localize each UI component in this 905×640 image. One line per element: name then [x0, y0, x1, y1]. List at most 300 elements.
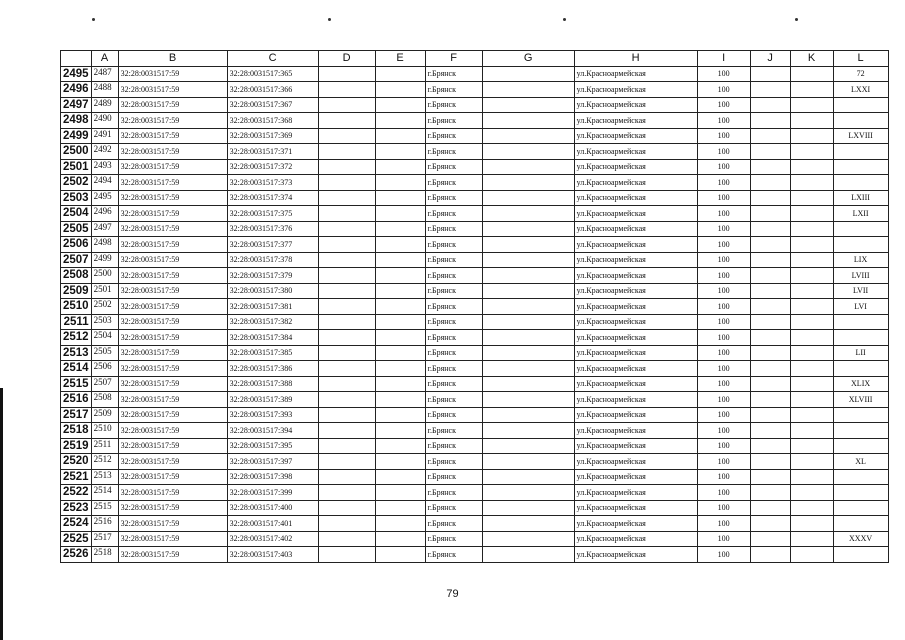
- cell-b[interactable]: 32:28:0031517:59: [118, 438, 227, 454]
- cell-h[interactable]: ул.Красноармейская: [574, 547, 697, 563]
- cell-a[interactable]: 2507: [91, 376, 118, 392]
- cell-e[interactable]: [375, 159, 425, 175]
- cell-g[interactable]: [482, 438, 574, 454]
- cell-h[interactable]: ул.Красноармейская: [574, 159, 697, 175]
- cell-a[interactable]: 2490: [91, 113, 118, 129]
- cell-j[interactable]: [750, 345, 790, 361]
- row-number-cell[interactable]: 2513: [61, 345, 92, 361]
- cell-j[interactable]: [750, 128, 790, 144]
- cell-a[interactable]: 2511: [91, 438, 118, 454]
- cell-f[interactable]: г.Брянск: [425, 345, 482, 361]
- cell-c[interactable]: 32:28:0031517:374: [227, 190, 318, 206]
- cell-l[interactable]: [833, 438, 888, 454]
- cell-k[interactable]: [790, 268, 833, 284]
- cell-c[interactable]: 32:28:0031517:367: [227, 97, 318, 113]
- cell-b[interactable]: 32:28:0031517:59: [118, 113, 227, 129]
- cell-e[interactable]: [375, 376, 425, 392]
- cell-g[interactable]: [482, 361, 574, 377]
- cell-e[interactable]: [375, 469, 425, 485]
- cell-l[interactable]: [833, 159, 888, 175]
- cell-b[interactable]: 32:28:0031517:59: [118, 97, 227, 113]
- cell-i[interactable]: 100: [697, 82, 750, 98]
- row-number-cell[interactable]: 2515: [61, 376, 92, 392]
- row-number-cell[interactable]: 2504: [61, 206, 92, 222]
- cell-e[interactable]: [375, 361, 425, 377]
- cell-j[interactable]: [750, 159, 790, 175]
- cell-i[interactable]: 100: [697, 314, 750, 330]
- cell-j[interactable]: [750, 190, 790, 206]
- cell-d[interactable]: [318, 392, 375, 408]
- cell-l[interactable]: [833, 407, 888, 423]
- cell-h[interactable]: ул.Красноармейская: [574, 423, 697, 439]
- row-number-cell[interactable]: 2523: [61, 500, 92, 516]
- cell-k[interactable]: [790, 345, 833, 361]
- cell-e[interactable]: [375, 407, 425, 423]
- cell-a[interactable]: 2492: [91, 144, 118, 160]
- cell-b[interactable]: 32:28:0031517:59: [118, 190, 227, 206]
- cell-a[interactable]: 2509: [91, 407, 118, 423]
- row-number-cell[interactable]: 2520: [61, 454, 92, 470]
- cell-l[interactable]: XL: [833, 454, 888, 470]
- cell-i[interactable]: 100: [697, 237, 750, 253]
- cell-j[interactable]: [750, 299, 790, 315]
- cell-d[interactable]: [318, 314, 375, 330]
- cell-a[interactable]: 2508: [91, 392, 118, 408]
- cell-i[interactable]: 100: [697, 407, 750, 423]
- cell-k[interactable]: [790, 392, 833, 408]
- cell-k[interactable]: [790, 423, 833, 439]
- cell-c[interactable]: 32:28:0031517:369: [227, 128, 318, 144]
- cell-e[interactable]: [375, 516, 425, 532]
- row-number-cell[interactable]: 2501: [61, 159, 92, 175]
- cell-d[interactable]: [318, 299, 375, 315]
- cell-c[interactable]: 32:28:0031517:402: [227, 531, 318, 547]
- cell-e[interactable]: [375, 500, 425, 516]
- cell-h[interactable]: ул.Красноармейская: [574, 144, 697, 160]
- cell-f[interactable]: г.Брянск: [425, 438, 482, 454]
- cell-e[interactable]: [375, 531, 425, 547]
- row-number-cell[interactable]: 2510: [61, 299, 92, 315]
- cell-a[interactable]: 2489: [91, 97, 118, 113]
- cell-c[interactable]: 32:28:0031517:376: [227, 221, 318, 237]
- cell-g[interactable]: [482, 144, 574, 160]
- cell-c[interactable]: 32:28:0031517:365: [227, 66, 318, 82]
- cell-k[interactable]: [790, 438, 833, 454]
- cell-k[interactable]: [790, 144, 833, 160]
- cell-c[interactable]: 32:28:0031517:388: [227, 376, 318, 392]
- cell-k[interactable]: [790, 299, 833, 315]
- cell-h[interactable]: ул.Красноармейская: [574, 268, 697, 284]
- cell-f[interactable]: г.Брянск: [425, 531, 482, 547]
- cell-e[interactable]: [375, 66, 425, 82]
- cell-d[interactable]: [318, 500, 375, 516]
- cell-i[interactable]: 100: [697, 392, 750, 408]
- cell-b[interactable]: 32:28:0031517:59: [118, 268, 227, 284]
- cell-k[interactable]: [790, 221, 833, 237]
- cell-l[interactable]: 72: [833, 66, 888, 82]
- cell-h[interactable]: ул.Красноармейская: [574, 237, 697, 253]
- cell-c[interactable]: 32:28:0031517:385: [227, 345, 318, 361]
- cell-a[interactable]: 2504: [91, 330, 118, 346]
- cell-k[interactable]: [790, 454, 833, 470]
- cell-l[interactable]: [833, 113, 888, 129]
- cell-k[interactable]: [790, 97, 833, 113]
- cell-f[interactable]: г.Брянск: [425, 268, 482, 284]
- cell-i[interactable]: 100: [697, 159, 750, 175]
- cell-k[interactable]: [790, 469, 833, 485]
- cell-c[interactable]: 32:28:0031517:389: [227, 392, 318, 408]
- cell-k[interactable]: [790, 376, 833, 392]
- cell-j[interactable]: [750, 221, 790, 237]
- cell-c[interactable]: 32:28:0031517:377: [227, 237, 318, 253]
- cell-d[interactable]: [318, 547, 375, 563]
- row-number-cell[interactable]: 2525: [61, 531, 92, 547]
- cell-g[interactable]: [482, 330, 574, 346]
- cell-b[interactable]: 32:28:0031517:59: [118, 392, 227, 408]
- cell-h[interactable]: ул.Красноармейская: [574, 97, 697, 113]
- cell-b[interactable]: 32:28:0031517:59: [118, 500, 227, 516]
- cell-f[interactable]: г.Брянск: [425, 283, 482, 299]
- cell-d[interactable]: [318, 454, 375, 470]
- cell-d[interactable]: [318, 361, 375, 377]
- row-number-cell[interactable]: 2497: [61, 97, 92, 113]
- cell-c[interactable]: 32:28:0031517:403: [227, 547, 318, 563]
- cell-a[interactable]: 2495: [91, 190, 118, 206]
- cell-e[interactable]: [375, 547, 425, 563]
- cell-d[interactable]: [318, 531, 375, 547]
- cell-l[interactable]: XLIX: [833, 376, 888, 392]
- cell-l[interactable]: [833, 361, 888, 377]
- cell-l[interactable]: LVIII: [833, 268, 888, 284]
- cell-f[interactable]: г.Брянск: [425, 392, 482, 408]
- cell-a[interactable]: 2499: [91, 252, 118, 268]
- cell-k[interactable]: [790, 66, 833, 82]
- cell-i[interactable]: 100: [697, 485, 750, 501]
- cell-i[interactable]: 100: [697, 206, 750, 222]
- cell-h[interactable]: ул.Красноармейская: [574, 500, 697, 516]
- cell-l[interactable]: [833, 516, 888, 532]
- cell-c[interactable]: 32:28:0031517:379: [227, 268, 318, 284]
- cell-l[interactable]: [833, 97, 888, 113]
- cell-h[interactable]: ул.Красноармейская: [574, 283, 697, 299]
- cell-g[interactable]: [482, 314, 574, 330]
- cell-b[interactable]: 32:28:0031517:59: [118, 299, 227, 315]
- cell-h[interactable]: ул.Красноармейская: [574, 190, 697, 206]
- row-number-cell[interactable]: 2516: [61, 392, 92, 408]
- cell-c[interactable]: 32:28:0031517:375: [227, 206, 318, 222]
- cell-a[interactable]: 2518: [91, 547, 118, 563]
- cell-k[interactable]: [790, 500, 833, 516]
- cell-c[interactable]: 32:28:0031517:397: [227, 454, 318, 470]
- cell-d[interactable]: [318, 113, 375, 129]
- cell-h[interactable]: ул.Красноармейская: [574, 221, 697, 237]
- cell-g[interactable]: [482, 407, 574, 423]
- cell-b[interactable]: 32:28:0031517:59: [118, 345, 227, 361]
- cell-d[interactable]: [318, 144, 375, 160]
- cell-a[interactable]: 2510: [91, 423, 118, 439]
- cell-g[interactable]: [482, 283, 574, 299]
- cell-d[interactable]: [318, 221, 375, 237]
- cell-l[interactable]: [833, 175, 888, 191]
- cell-g[interactable]: [482, 516, 574, 532]
- cell-k[interactable]: [790, 314, 833, 330]
- cell-j[interactable]: [750, 206, 790, 222]
- cell-b[interactable]: 32:28:0031517:59: [118, 423, 227, 439]
- row-number-cell[interactable]: 2511: [61, 314, 92, 330]
- cell-e[interactable]: [375, 299, 425, 315]
- cell-i[interactable]: 100: [697, 97, 750, 113]
- cell-h[interactable]: ул.Красноармейская: [574, 407, 697, 423]
- cell-k[interactable]: [790, 516, 833, 532]
- cell-d[interactable]: [318, 469, 375, 485]
- cell-j[interactable]: [750, 144, 790, 160]
- cell-c[interactable]: 32:28:0031517:384: [227, 330, 318, 346]
- cell-i[interactable]: 100: [697, 268, 750, 284]
- cell-g[interactable]: [482, 500, 574, 516]
- cell-d[interactable]: [318, 516, 375, 532]
- cell-b[interactable]: 32:28:0031517:59: [118, 221, 227, 237]
- cell-h[interactable]: ул.Красноармейская: [574, 206, 697, 222]
- cell-h[interactable]: ул.Красноармейская: [574, 392, 697, 408]
- cell-g[interactable]: [482, 345, 574, 361]
- cell-c[interactable]: 32:28:0031517:371: [227, 144, 318, 160]
- cell-a[interactable]: 2497: [91, 221, 118, 237]
- cell-d[interactable]: [318, 330, 375, 346]
- cell-i[interactable]: 100: [697, 423, 750, 439]
- cell-l[interactable]: [833, 221, 888, 237]
- cell-d[interactable]: [318, 438, 375, 454]
- cell-f[interactable]: г.Брянск: [425, 206, 482, 222]
- cell-i[interactable]: 100: [697, 175, 750, 191]
- cell-h[interactable]: ул.Красноармейская: [574, 82, 697, 98]
- cell-d[interactable]: [318, 407, 375, 423]
- cell-a[interactable]: 2502: [91, 299, 118, 315]
- cell-k[interactable]: [790, 252, 833, 268]
- cell-d[interactable]: [318, 159, 375, 175]
- cell-i[interactable]: 100: [697, 66, 750, 82]
- row-number-cell[interactable]: 2502: [61, 175, 92, 191]
- cell-g[interactable]: [482, 376, 574, 392]
- cell-k[interactable]: [790, 547, 833, 563]
- cell-g[interactable]: [482, 454, 574, 470]
- cell-d[interactable]: [318, 206, 375, 222]
- cell-k[interactable]: [790, 159, 833, 175]
- cell-d[interactable]: [318, 175, 375, 191]
- cell-l[interactable]: LXVIII: [833, 128, 888, 144]
- cell-d[interactable]: [318, 283, 375, 299]
- cell-g[interactable]: [482, 237, 574, 253]
- cell-d[interactable]: [318, 345, 375, 361]
- cell-l[interactable]: LIX: [833, 252, 888, 268]
- cell-c[interactable]: 32:28:0031517:386: [227, 361, 318, 377]
- cell-j[interactable]: [750, 500, 790, 516]
- cell-i[interactable]: 100: [697, 547, 750, 563]
- cell-e[interactable]: [375, 283, 425, 299]
- cell-i[interactable]: 100: [697, 113, 750, 129]
- row-number-cell[interactable]: 2506: [61, 237, 92, 253]
- cell-j[interactable]: [750, 82, 790, 98]
- cell-a[interactable]: 2500: [91, 268, 118, 284]
- cell-f[interactable]: г.Брянск: [425, 500, 482, 516]
- cell-f[interactable]: г.Брянск: [425, 66, 482, 82]
- row-number-cell[interactable]: 2499: [61, 128, 92, 144]
- cell-l[interactable]: LII: [833, 345, 888, 361]
- cell-h[interactable]: ул.Красноармейская: [574, 531, 697, 547]
- cell-f[interactable]: г.Брянск: [425, 314, 482, 330]
- cell-c[interactable]: 32:28:0031517:378: [227, 252, 318, 268]
- cell-i[interactable]: 100: [697, 252, 750, 268]
- cell-c[interactable]: 32:28:0031517:380: [227, 283, 318, 299]
- cell-j[interactable]: [750, 175, 790, 191]
- cell-b[interactable]: 32:28:0031517:59: [118, 237, 227, 253]
- row-number-cell[interactable]: 2519: [61, 438, 92, 454]
- cell-h[interactable]: ул.Красноармейская: [574, 330, 697, 346]
- cell-e[interactable]: [375, 206, 425, 222]
- cell-g[interactable]: [482, 82, 574, 98]
- cell-h[interactable]: ул.Красноармейская: [574, 469, 697, 485]
- cell-j[interactable]: [750, 407, 790, 423]
- cell-j[interactable]: [750, 454, 790, 470]
- cell-c[interactable]: 32:28:0031517:394: [227, 423, 318, 439]
- cell-f[interactable]: г.Брянск: [425, 97, 482, 113]
- cell-b[interactable]: 32:28:0031517:59: [118, 252, 227, 268]
- cell-a[interactable]: 2493: [91, 159, 118, 175]
- cell-f[interactable]: г.Брянск: [425, 330, 482, 346]
- cell-e[interactable]: [375, 345, 425, 361]
- cell-j[interactable]: [750, 314, 790, 330]
- cell-l[interactable]: LXXI: [833, 82, 888, 98]
- cell-e[interactable]: [375, 423, 425, 439]
- cell-j[interactable]: [750, 438, 790, 454]
- cell-j[interactable]: [750, 113, 790, 129]
- cell-e[interactable]: [375, 252, 425, 268]
- cell-k[interactable]: [790, 237, 833, 253]
- cell-c[interactable]: 32:28:0031517:366: [227, 82, 318, 98]
- row-number-cell[interactable]: 2517: [61, 407, 92, 423]
- cell-f[interactable]: г.Брянск: [425, 190, 482, 206]
- cell-j[interactable]: [750, 252, 790, 268]
- cell-k[interactable]: [790, 330, 833, 346]
- cell-i[interactable]: 100: [697, 469, 750, 485]
- cell-i[interactable]: 100: [697, 283, 750, 299]
- cell-f[interactable]: г.Брянск: [425, 299, 482, 315]
- cell-k[interactable]: [790, 361, 833, 377]
- row-number-cell[interactable]: 2518: [61, 423, 92, 439]
- cell-h[interactable]: ул.Красноармейская: [574, 438, 697, 454]
- cell-g[interactable]: [482, 190, 574, 206]
- cell-g[interactable]: [482, 159, 574, 175]
- cell-d[interactable]: [318, 82, 375, 98]
- row-number-cell[interactable]: 2512: [61, 330, 92, 346]
- cell-g[interactable]: [482, 547, 574, 563]
- cell-l[interactable]: XLVIII: [833, 392, 888, 408]
- cell-f[interactable]: г.Брянск: [425, 82, 482, 98]
- cell-a[interactable]: 2487: [91, 66, 118, 82]
- cell-k[interactable]: [790, 128, 833, 144]
- cell-d[interactable]: [318, 190, 375, 206]
- cell-k[interactable]: [790, 485, 833, 501]
- cell-d[interactable]: [318, 237, 375, 253]
- row-number-cell[interactable]: 2509: [61, 283, 92, 299]
- cell-e[interactable]: [375, 392, 425, 408]
- cell-e[interactable]: [375, 438, 425, 454]
- cell-l[interactable]: LXIII: [833, 190, 888, 206]
- cell-h[interactable]: ул.Красноармейская: [574, 175, 697, 191]
- row-number-cell[interactable]: 2522: [61, 485, 92, 501]
- cell-b[interactable]: 32:28:0031517:59: [118, 469, 227, 485]
- cell-c[interactable]: 32:28:0031517:400: [227, 500, 318, 516]
- cell-i[interactable]: 100: [697, 531, 750, 547]
- cell-a[interactable]: 2494: [91, 175, 118, 191]
- cell-i[interactable]: 100: [697, 454, 750, 470]
- cell-l[interactable]: [833, 237, 888, 253]
- row-number-cell[interactable]: 2508: [61, 268, 92, 284]
- cell-k[interactable]: [790, 283, 833, 299]
- cell-f[interactable]: г.Брянск: [425, 376, 482, 392]
- cell-k[interactable]: [790, 190, 833, 206]
- cell-a[interactable]: 2506: [91, 361, 118, 377]
- row-number-cell[interactable]: 2524: [61, 516, 92, 532]
- cell-e[interactable]: [375, 268, 425, 284]
- cell-k[interactable]: [790, 407, 833, 423]
- cell-j[interactable]: [750, 268, 790, 284]
- cell-a[interactable]: 2488: [91, 82, 118, 98]
- cell-b[interactable]: 32:28:0031517:59: [118, 330, 227, 346]
- cell-e[interactable]: [375, 82, 425, 98]
- cell-f[interactable]: г.Брянск: [425, 159, 482, 175]
- cell-h[interactable]: ул.Красноармейская: [574, 516, 697, 532]
- cell-i[interactable]: 100: [697, 128, 750, 144]
- cell-c[interactable]: 32:28:0031517:381: [227, 299, 318, 315]
- cell-f[interactable]: г.Брянск: [425, 423, 482, 439]
- cell-h[interactable]: ул.Красноармейская: [574, 376, 697, 392]
- cell-l[interactable]: [833, 469, 888, 485]
- cell-h[interactable]: ул.Красноармейская: [574, 252, 697, 268]
- cell-l[interactable]: [833, 547, 888, 563]
- cell-l[interactable]: LVI: [833, 299, 888, 315]
- cell-b[interactable]: 32:28:0031517:59: [118, 361, 227, 377]
- cell-j[interactable]: [750, 330, 790, 346]
- cell-c[interactable]: 32:28:0031517:398: [227, 469, 318, 485]
- cell-f[interactable]: г.Брянск: [425, 516, 482, 532]
- cell-c[interactable]: 32:28:0031517:395: [227, 438, 318, 454]
- cell-b[interactable]: 32:28:0031517:59: [118, 485, 227, 501]
- cell-e[interactable]: [375, 175, 425, 191]
- cell-b[interactable]: 32:28:0031517:59: [118, 66, 227, 82]
- row-number-cell[interactable]: 2500: [61, 144, 92, 160]
- cell-d[interactable]: [318, 128, 375, 144]
- cell-h[interactable]: ул.Красноармейская: [574, 299, 697, 315]
- cell-j[interactable]: [750, 361, 790, 377]
- cell-j[interactable]: [750, 516, 790, 532]
- cell-f[interactable]: г.Брянск: [425, 361, 482, 377]
- cell-e[interactable]: [375, 221, 425, 237]
- cell-g[interactable]: [482, 175, 574, 191]
- cell-e[interactable]: [375, 330, 425, 346]
- cell-f[interactable]: г.Брянск: [425, 175, 482, 191]
- cell-j[interactable]: [750, 469, 790, 485]
- cell-d[interactable]: [318, 485, 375, 501]
- cell-d[interactable]: [318, 268, 375, 284]
- cell-l[interactable]: [833, 314, 888, 330]
- cell-b[interactable]: 32:28:0031517:59: [118, 159, 227, 175]
- cell-j[interactable]: [750, 531, 790, 547]
- cell-h[interactable]: ул.Красноармейская: [574, 454, 697, 470]
- cell-a[interactable]: 2516: [91, 516, 118, 532]
- cell-h[interactable]: ул.Красноармейская: [574, 66, 697, 82]
- cell-l[interactable]: LVII: [833, 283, 888, 299]
- cell-l[interactable]: [833, 144, 888, 160]
